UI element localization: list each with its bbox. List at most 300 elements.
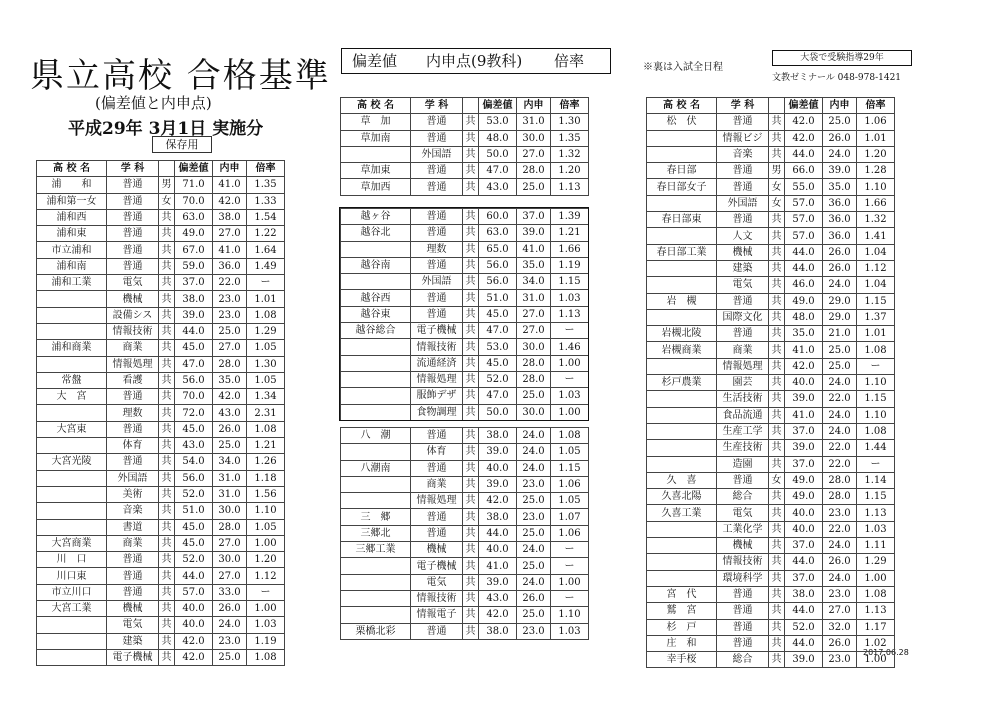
bairitsu-cell: 1.56 xyxy=(247,486,285,502)
gender-cell: 共 xyxy=(463,163,479,179)
gender-cell: 共 xyxy=(463,590,479,606)
gender-cell: 共 xyxy=(159,633,175,649)
hensachi-cell: 49.0 xyxy=(785,293,823,309)
course-cell: 生産技術 xyxy=(717,440,769,456)
gender-cell: 女 xyxy=(769,472,785,488)
naishin-cell: 24.0 xyxy=(823,538,857,554)
hensachi-cell: 45.0 xyxy=(175,519,213,535)
bairitsu-cell: 1.05 xyxy=(247,372,285,388)
course-cell: 理数 xyxy=(107,405,159,421)
naishin-cell: 31.0 xyxy=(213,470,247,486)
column-header: 学 科 xyxy=(107,161,159,177)
gender-cell: 男 xyxy=(769,163,785,179)
bairitsu-cell: 1.13 xyxy=(857,505,895,521)
bairitsu-cell: 1.19 xyxy=(551,257,589,273)
hensachi-cell: 41.0 xyxy=(479,558,517,574)
bairitsu-cell: 1.10 xyxy=(857,407,895,423)
bairitsu-cell: 1.08 xyxy=(857,423,895,439)
hensachi-cell: 49.0 xyxy=(785,472,823,488)
page-title: 県立高校 合格基準 xyxy=(30,56,331,96)
course-cell: 情報処理 xyxy=(717,358,769,374)
hensachi-cell: 37.0 xyxy=(785,423,823,439)
hensachi-cell: 70.0 xyxy=(175,193,213,209)
gender-cell: 共 xyxy=(769,619,785,635)
naishin-cell: 25.0 xyxy=(517,388,551,404)
naishin-cell: 28.0 xyxy=(517,355,551,371)
naishin-cell: 28.0 xyxy=(823,472,857,488)
school-name-cell: 浦和工業 xyxy=(37,275,107,291)
naishin-cell: 34.0 xyxy=(517,274,551,290)
hensachi-cell: 44.0 xyxy=(785,603,823,619)
naishin-cell: 35.0 xyxy=(517,257,551,273)
gender-cell: 共 xyxy=(769,586,785,602)
gender-cell: 共 xyxy=(463,388,479,404)
table-row xyxy=(341,476,589,492)
naishin-cell: 24.0 xyxy=(823,570,857,586)
table-row xyxy=(37,649,285,665)
table-row xyxy=(647,228,895,244)
naishin-cell: 24.0 xyxy=(517,460,551,476)
hensachi-cell: 51.0 xyxy=(479,290,517,306)
bairitsu-cell: ー xyxy=(247,584,285,600)
gender-cell: 共 xyxy=(463,209,479,225)
gender-cell: 共 xyxy=(769,652,785,668)
bairitsu-cell: 1.03 xyxy=(247,617,285,633)
bairitsu-cell: 1.00 xyxy=(857,570,895,586)
bairitsu-cell: 1.11 xyxy=(857,538,895,554)
gender-cell: 共 xyxy=(463,179,479,195)
course-cell: 体育 xyxy=(411,444,463,460)
course-cell: 普通 xyxy=(717,293,769,309)
naishin-cell: 24.0 xyxy=(823,146,857,162)
school-name-cell: 草加南 xyxy=(341,130,411,146)
course-cell: 外国語 xyxy=(411,274,463,290)
school-name-cell: 春日部女子 xyxy=(647,179,717,195)
school-name-cell xyxy=(341,146,411,162)
gender-cell: 共 xyxy=(463,355,479,371)
course-cell: 普通 xyxy=(717,179,769,195)
school-name-cell xyxy=(647,440,717,456)
legend-naishin: 内申点(9教科) xyxy=(426,52,523,70)
naishin-cell: 42.0 xyxy=(213,193,247,209)
table-row xyxy=(37,584,285,600)
naishin-cell: 32.0 xyxy=(823,619,857,635)
table-row xyxy=(647,358,895,374)
course-cell: 普通 xyxy=(411,163,463,179)
hensachi-cell: 51.0 xyxy=(175,503,213,519)
gender-cell: 共 xyxy=(159,275,175,291)
score-table-3 xyxy=(340,208,589,421)
table-header-row xyxy=(341,98,589,114)
gender-cell: 女 xyxy=(159,193,175,209)
table-row xyxy=(37,389,285,405)
table-row xyxy=(647,472,895,488)
bairitsu-cell: 1.03 xyxy=(551,388,589,404)
school-name-cell: 市立浦和 xyxy=(37,242,107,258)
hensachi-cell: 70.0 xyxy=(175,389,213,405)
gender-cell: 共 xyxy=(463,404,479,420)
hensachi-cell: 42.0 xyxy=(479,493,517,509)
table-row xyxy=(37,209,285,225)
table-row xyxy=(647,326,895,342)
course-cell: 普通 xyxy=(717,619,769,635)
bairitsu-cell: 1.32 xyxy=(857,212,895,228)
bairitsu-cell: 1.17 xyxy=(857,619,895,635)
hensachi-cell: 41.0 xyxy=(785,407,823,423)
gender-cell: 共 xyxy=(769,146,785,162)
naishin-cell: 27.0 xyxy=(517,306,551,322)
school-name-cell: 川 口 xyxy=(37,552,107,568)
table-row xyxy=(341,146,589,162)
hensachi-cell: 66.0 xyxy=(785,163,823,179)
course-cell: 電気 xyxy=(717,277,769,293)
bairitsu-cell: 1.35 xyxy=(247,177,285,193)
bairitsu-cell: 1.01 xyxy=(247,291,285,307)
school-name-cell: 春日部工業 xyxy=(647,244,717,260)
hensachi-cell: 52.0 xyxy=(479,371,517,387)
hensachi-cell: 59.0 xyxy=(175,258,213,274)
course-cell: 普通 xyxy=(411,179,463,195)
naishin-cell: 23.0 xyxy=(213,307,247,323)
naishin-cell: 42.0 xyxy=(213,389,247,405)
naishin-cell: 23.0 xyxy=(517,623,551,639)
bairitsu-cell: 1.15 xyxy=(857,293,895,309)
course-cell: 機械 xyxy=(717,244,769,260)
gender-cell: 共 xyxy=(159,356,175,372)
bairitsu-cell: ー xyxy=(857,456,895,472)
school-name-cell: 草加西 xyxy=(341,179,411,195)
table-row xyxy=(341,130,589,146)
hensachi-cell: 40.0 xyxy=(479,460,517,476)
course-cell: 体育 xyxy=(107,438,159,454)
course-cell: 普通 xyxy=(411,623,463,639)
gender-cell: 共 xyxy=(463,146,479,162)
archive-stamp: 保存用 xyxy=(152,136,212,153)
gender-cell: 共 xyxy=(159,372,175,388)
hensachi-cell: 39.0 xyxy=(785,391,823,407)
naishin-cell: 25.0 xyxy=(517,558,551,574)
naishin-cell: 28.0 xyxy=(517,371,551,387)
hensachi-cell: 56.0 xyxy=(479,274,517,290)
table-row xyxy=(341,209,589,225)
hensachi-cell: 45.0 xyxy=(479,306,517,322)
naishin-cell: 26.0 xyxy=(823,635,857,651)
hensachi-cell: 39.0 xyxy=(785,440,823,456)
bairitsu-cell: 1.00 xyxy=(857,652,895,668)
school-name-cell xyxy=(37,291,107,307)
course-cell: 普通 xyxy=(411,114,463,130)
gender-cell: 共 xyxy=(463,323,479,339)
bairitsu-cell: 1.15 xyxy=(551,274,589,290)
page-subtitle: (偏差値と内申点) xyxy=(95,94,212,112)
gender-cell: 共 xyxy=(463,257,479,273)
hensachi-cell: 45.0 xyxy=(479,355,517,371)
school-name-cell: 浦和第一女 xyxy=(37,193,107,209)
school-name-cell xyxy=(341,355,411,371)
table-row xyxy=(647,538,895,554)
gender-cell: 共 xyxy=(769,212,785,228)
school-name-cell: 草 加 xyxy=(341,114,411,130)
bairitsu-cell: ー xyxy=(247,275,285,291)
course-cell: 普通 xyxy=(411,225,463,241)
table-row xyxy=(37,372,285,388)
course-cell: 普通 xyxy=(107,421,159,437)
gender-cell: 共 xyxy=(769,342,785,358)
school-name-cell: 三郷工業 xyxy=(341,542,411,558)
naishin-cell: 38.0 xyxy=(213,209,247,225)
hensachi-cell: 43.0 xyxy=(479,590,517,606)
hensachi-cell: 57.0 xyxy=(785,212,823,228)
gender-cell: 共 xyxy=(769,260,785,276)
hensachi-cell: 45.0 xyxy=(175,421,213,437)
hensachi-cell: 39.0 xyxy=(175,307,213,323)
bairitsu-cell: 1.13 xyxy=(857,603,895,619)
naishin-cell: 24.0 xyxy=(823,277,857,293)
gender-cell: 共 xyxy=(159,438,175,454)
hensachi-cell: 38.0 xyxy=(479,623,517,639)
school-name-cell xyxy=(647,456,717,472)
school-name-cell xyxy=(647,358,717,374)
table-row xyxy=(647,195,895,211)
naishin-cell: 27.0 xyxy=(213,568,247,584)
course-cell: 機械 xyxy=(107,291,159,307)
hensachi-cell: 57.0 xyxy=(175,584,213,600)
bairitsu-cell: 1.03 xyxy=(551,290,589,306)
hensachi-cell: 44.0 xyxy=(175,323,213,339)
column-header: 偏差値 xyxy=(785,98,823,114)
hensachi-cell: 43.0 xyxy=(175,438,213,454)
school-name-cell: 浦和商業 xyxy=(37,340,107,356)
school-name-cell: 八 潮 xyxy=(341,428,411,444)
naishin-cell: 30.0 xyxy=(517,404,551,420)
table-row xyxy=(341,355,589,371)
gender-cell: 共 xyxy=(769,423,785,439)
hensachi-cell: 56.0 xyxy=(175,470,213,486)
table-row xyxy=(341,241,589,257)
hensachi-cell: 42.0 xyxy=(785,114,823,130)
gender-cell: 共 xyxy=(769,228,785,244)
school-name-cell xyxy=(341,590,411,606)
course-cell: 建築 xyxy=(717,260,769,276)
hensachi-cell: 35.0 xyxy=(785,326,823,342)
hensachi-cell: 63.0 xyxy=(479,225,517,241)
course-cell: 普通 xyxy=(107,177,159,193)
naishin-cell: 26.0 xyxy=(823,554,857,570)
bairitsu-cell: ー xyxy=(551,542,589,558)
course-cell: 電子機械 xyxy=(411,558,463,574)
school-name-cell xyxy=(647,260,717,276)
course-cell: 普通 xyxy=(411,460,463,476)
naishin-cell: 29.0 xyxy=(823,309,857,325)
school-name-cell xyxy=(37,356,107,372)
column-header: 学 科 xyxy=(411,98,463,114)
course-cell: 園芸 xyxy=(717,375,769,391)
naishin-cell: 37.0 xyxy=(517,209,551,225)
table-row xyxy=(341,179,589,195)
naishin-cell: 31.0 xyxy=(517,114,551,130)
hensachi-cell: 48.0 xyxy=(479,130,517,146)
column-header: 高 校 名 xyxy=(37,161,107,177)
table-row xyxy=(647,635,895,651)
column-header xyxy=(463,98,479,114)
table-row xyxy=(37,405,285,421)
course-cell: 看護 xyxy=(107,372,159,388)
column-header xyxy=(159,161,175,177)
school-name-cell: 久 喜 xyxy=(647,472,717,488)
column-header: 内申 xyxy=(517,98,551,114)
school-name-cell: 越谷東 xyxy=(341,306,411,322)
column-header: 高 校 名 xyxy=(647,98,717,114)
bairitsu-cell: 1.04 xyxy=(857,244,895,260)
table-row xyxy=(37,340,285,356)
table-row xyxy=(341,590,589,606)
school-name-cell: 春日部東 xyxy=(647,212,717,228)
school-name-cell xyxy=(37,649,107,665)
table-row xyxy=(341,323,589,339)
naishin-cell: 26.0 xyxy=(823,260,857,276)
table-row xyxy=(647,505,895,521)
hensachi-cell: 42.0 xyxy=(785,130,823,146)
school-name-cell xyxy=(341,607,411,623)
hensachi-cell: 44.0 xyxy=(479,525,517,541)
naishin-cell: 36.0 xyxy=(823,212,857,228)
bairitsu-cell: 1.10 xyxy=(551,607,589,623)
score-table-5 xyxy=(646,97,895,668)
course-cell: 情報電子 xyxy=(411,607,463,623)
bairitsu-cell: 1.35 xyxy=(551,130,589,146)
naishin-cell: 28.0 xyxy=(213,356,247,372)
bairitsu-cell: 1.00 xyxy=(551,574,589,590)
course-cell: 生活技術 xyxy=(717,391,769,407)
table-row xyxy=(647,489,895,505)
hensachi-cell: 44.0 xyxy=(785,244,823,260)
table-row xyxy=(341,257,589,273)
course-cell: 普通 xyxy=(107,552,159,568)
gender-cell: 共 xyxy=(463,428,479,444)
table-row xyxy=(341,114,589,130)
table-row xyxy=(341,404,589,420)
gender-cell: 共 xyxy=(159,291,175,307)
bairitsu-cell: 1.01 xyxy=(857,326,895,342)
table-row xyxy=(37,503,285,519)
school-name-cell xyxy=(341,493,411,509)
table-row xyxy=(37,193,285,209)
table-row xyxy=(37,291,285,307)
gender-cell: 共 xyxy=(159,340,175,356)
bairitsu-cell: 1.08 xyxy=(857,586,895,602)
bairitsu-cell: 1.21 xyxy=(551,225,589,241)
gender-cell: 共 xyxy=(463,241,479,257)
gender-cell: 共 xyxy=(463,493,479,509)
bairitsu-cell: 1.08 xyxy=(247,307,285,323)
bairitsu-cell: 1.08 xyxy=(247,421,285,437)
naishin-cell: 25.0 xyxy=(517,179,551,195)
course-cell: 普通 xyxy=(107,568,159,584)
school-name-cell: 大宮光陵 xyxy=(37,454,107,470)
course-cell: 普通 xyxy=(411,306,463,322)
course-cell: 食物調理 xyxy=(411,404,463,420)
table-row xyxy=(341,558,589,574)
table-row xyxy=(37,307,285,323)
school-name-cell xyxy=(37,503,107,519)
table-row xyxy=(341,607,589,623)
gender-cell: 共 xyxy=(159,584,175,600)
source-contact: 文教ゼミナール 048-978-1421 xyxy=(772,73,902,83)
gender-cell: 共 xyxy=(159,552,175,568)
school-name-cell xyxy=(647,423,717,439)
gender-cell: 共 xyxy=(463,542,479,558)
hensachi-cell: 65.0 xyxy=(479,241,517,257)
hensachi-cell: 53.0 xyxy=(479,339,517,355)
bairitsu-cell: 1.15 xyxy=(551,460,589,476)
bairitsu-cell: 1.46 xyxy=(551,339,589,355)
course-cell: 商業 xyxy=(107,535,159,551)
gender-cell: 共 xyxy=(159,617,175,633)
table-row xyxy=(37,552,285,568)
school-name-cell xyxy=(341,339,411,355)
naishin-cell: 43.0 xyxy=(213,405,247,421)
bairitsu-cell: 1.28 xyxy=(857,163,895,179)
gender-cell: 共 xyxy=(463,371,479,387)
score-table-4 xyxy=(340,427,589,640)
gender-cell: 共 xyxy=(769,554,785,570)
naishin-cell: 28.0 xyxy=(213,519,247,535)
school-name-cell: 浦 和 xyxy=(37,177,107,193)
course-cell: 総合 xyxy=(717,652,769,668)
table-row xyxy=(341,274,589,290)
hensachi-cell: 52.0 xyxy=(785,619,823,635)
school-name-cell: 岩槻北陵 xyxy=(647,326,717,342)
course-cell: 食品流通 xyxy=(717,407,769,423)
school-name-cell xyxy=(37,323,107,339)
course-cell: 商業 xyxy=(107,340,159,356)
hensachi-cell: 44.0 xyxy=(785,146,823,162)
course-cell: 総合 xyxy=(717,489,769,505)
table-row xyxy=(37,438,285,454)
hensachi-cell: 72.0 xyxy=(175,405,213,421)
bairitsu-cell: 1.22 xyxy=(247,226,285,242)
naishin-cell: 21.0 xyxy=(823,326,857,342)
bairitsu-cell: 1.08 xyxy=(247,649,285,665)
naishin-cell: 24.0 xyxy=(823,407,857,423)
hensachi-cell: 38.0 xyxy=(479,428,517,444)
table-row xyxy=(647,146,895,162)
course-cell: 流通経済 xyxy=(411,355,463,371)
bairitsu-cell: 1.10 xyxy=(857,375,895,391)
table-row xyxy=(341,388,589,404)
course-cell: 服飾デザ xyxy=(411,388,463,404)
naishin-cell: 25.0 xyxy=(517,493,551,509)
table-row xyxy=(647,570,895,586)
course-cell: 普通 xyxy=(717,163,769,179)
gender-cell: 共 xyxy=(159,307,175,323)
table-row xyxy=(37,242,285,258)
naishin-cell: 31.0 xyxy=(213,486,247,502)
table-row xyxy=(647,212,895,228)
gender-cell: 共 xyxy=(769,489,785,505)
hensachi-cell: 52.0 xyxy=(175,552,213,568)
column-header xyxy=(769,98,785,114)
course-cell: 普通 xyxy=(411,290,463,306)
bairitsu-cell: 1.05 xyxy=(551,444,589,460)
gender-cell: 共 xyxy=(463,114,479,130)
table-row xyxy=(37,421,285,437)
gender-cell: 共 xyxy=(463,460,479,476)
gender-cell: 共 xyxy=(769,293,785,309)
gender-cell: 共 xyxy=(769,277,785,293)
hensachi-cell: 46.0 xyxy=(785,277,823,293)
table-row xyxy=(37,454,285,470)
